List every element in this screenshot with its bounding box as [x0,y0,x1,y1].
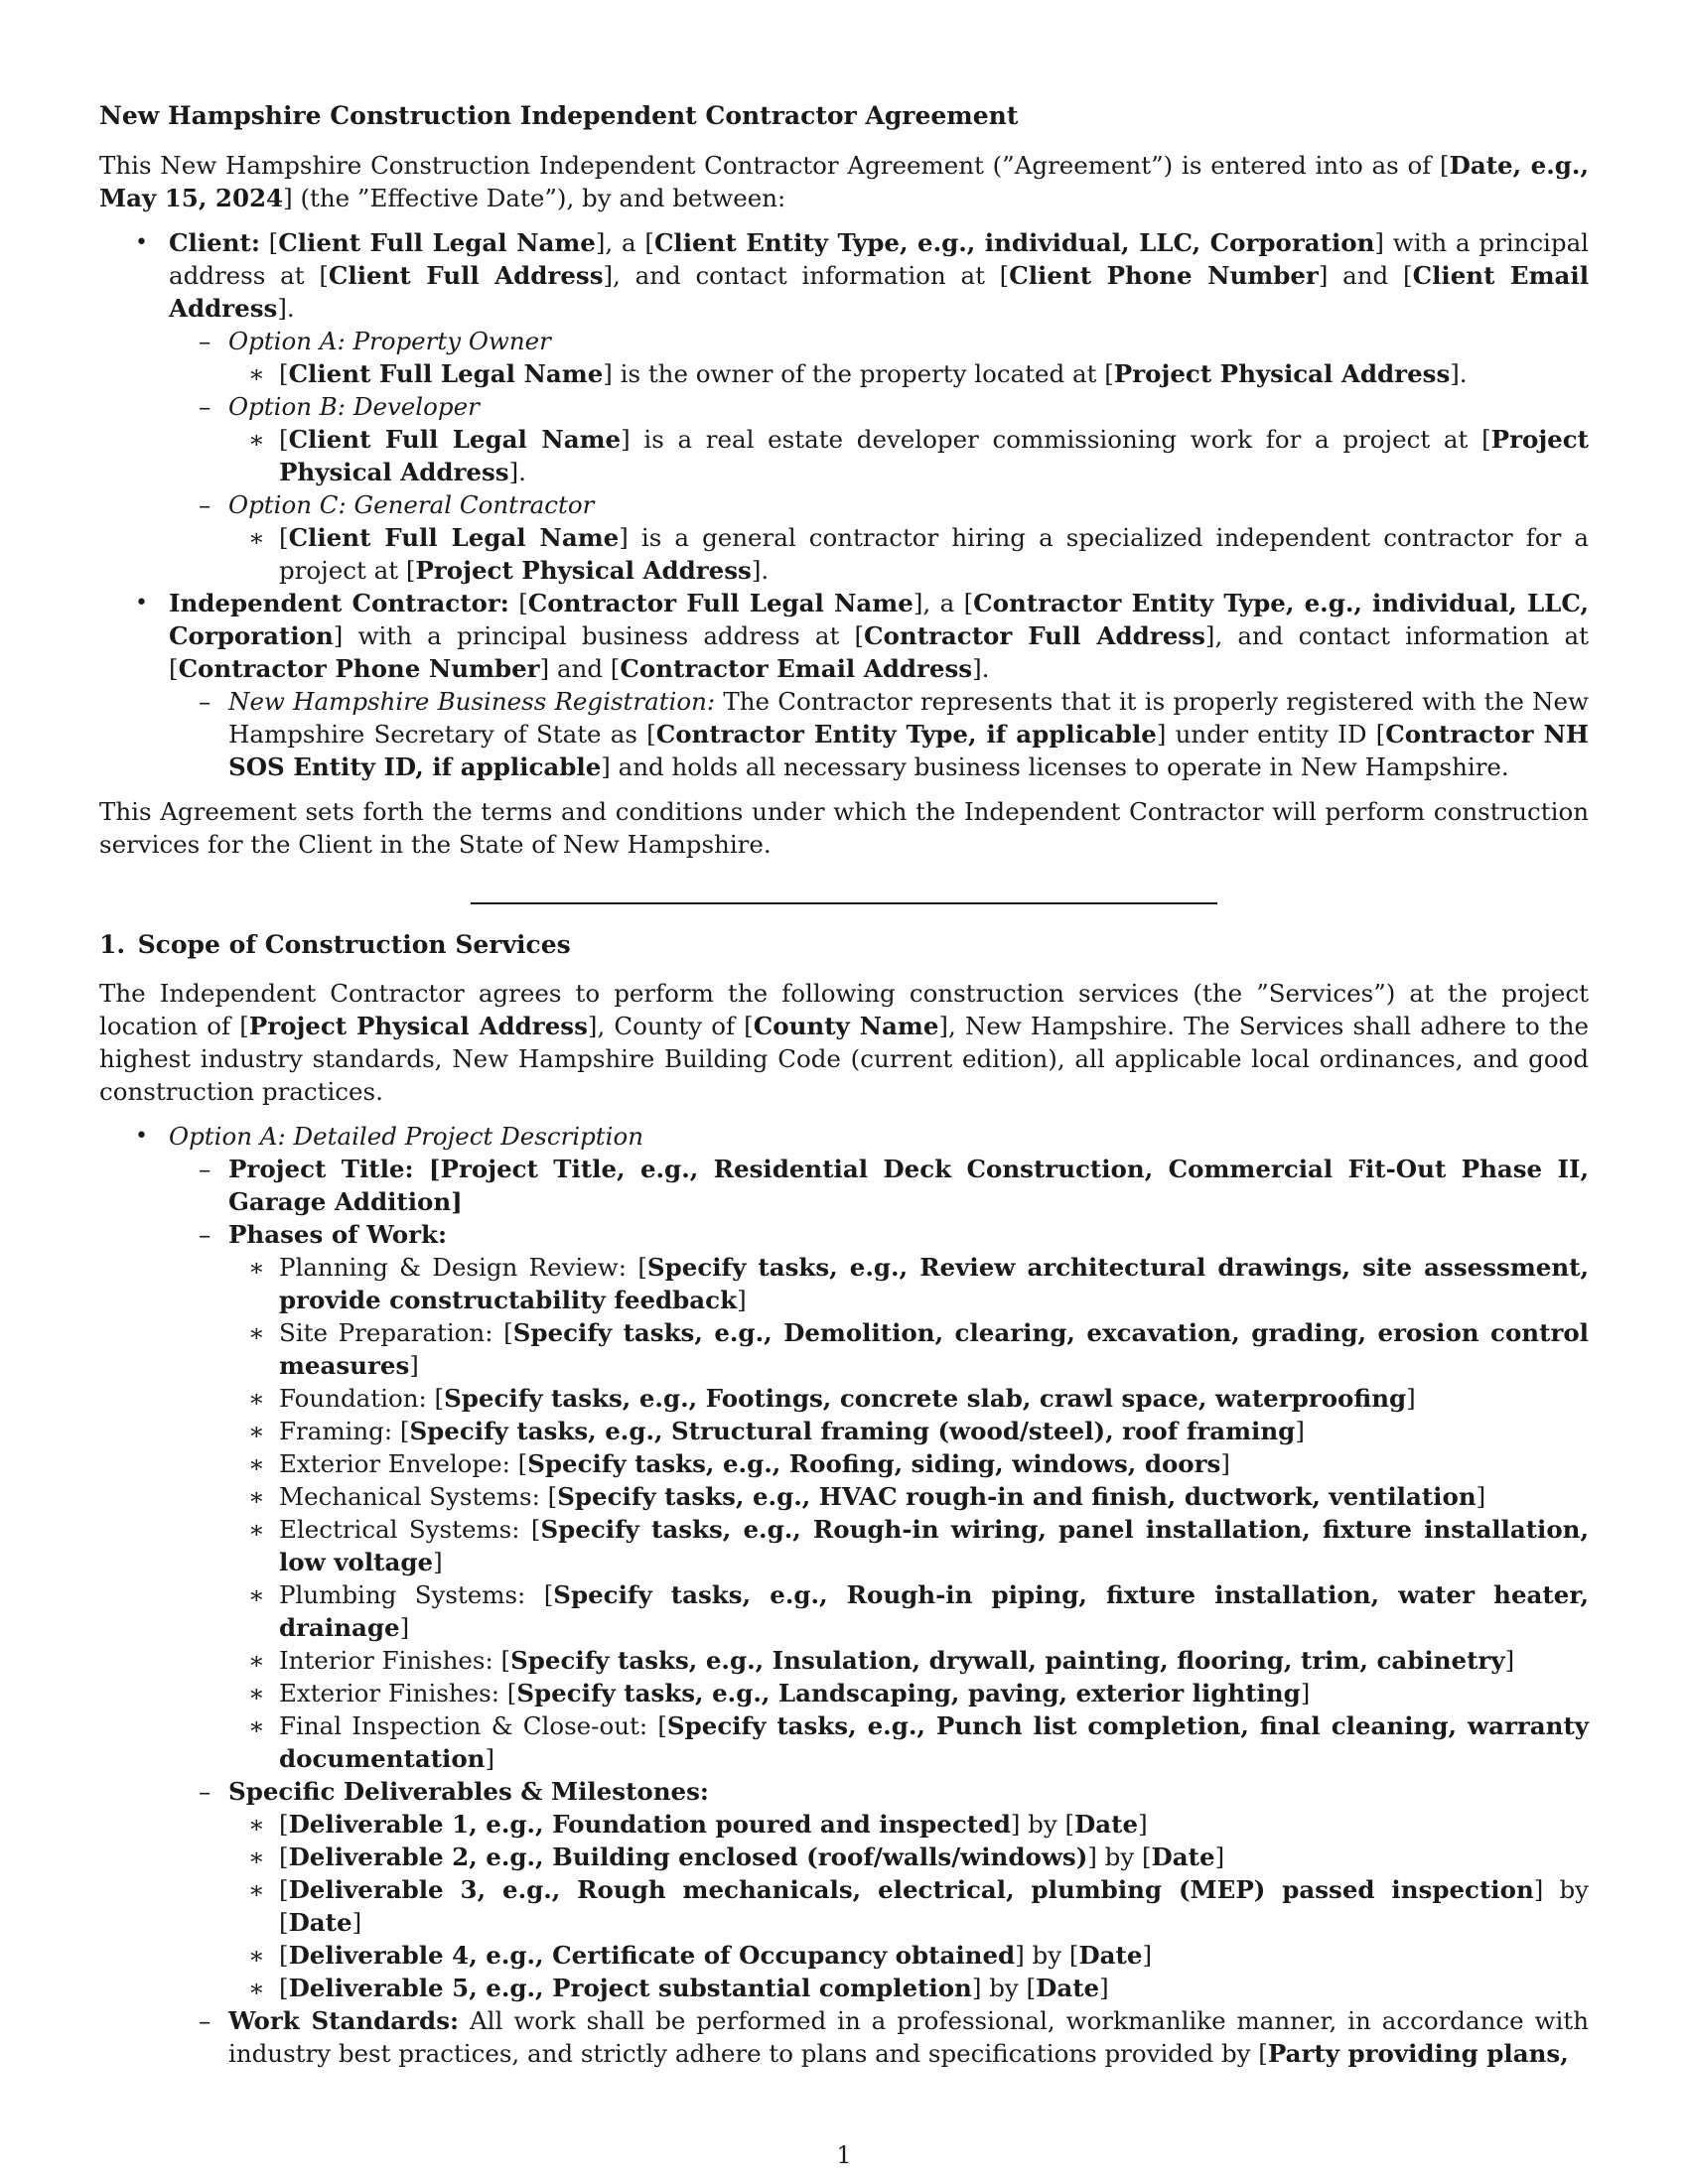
text-run: [ [279,1875,289,1904]
bold-text: Deliverable 5, e.g., Project substantial completion [288,1974,972,2002]
text-run: ], New Hampshire. The Services shall adhere to the highest industry standards, New Hampshire Building Code (current edition), all applicable local ordinances, and good construction practices. [99,1012,1589,1106]
text-run: Final Inspection & Close-out: [ [279,1711,667,1740]
text-run: ] by [ [971,1974,1037,2002]
text-run: ] [409,1351,419,1380]
bold-text: Specify tasks, e.g., Rough-in wiring, panel installation, fixture installation, low voltage [279,1515,1590,1576]
sub-list [169,1153,1589,2070]
text-run: ] [399,1613,410,1642]
text-run: ] by [ [1015,1941,1079,1970]
text-run: ] (the ”Effective Date”), by and between: [283,184,786,212]
document-page [99,99,1589,2070]
bold-text: Contractor Full Address [864,621,1205,650]
list-item [228,1644,1589,1677]
bold-text: Date [1036,1974,1100,2002]
bold-text: Client: [169,228,260,257]
text-run: ]. [1450,359,1468,388]
list-item [228,1447,1589,1480]
text-run: ], and contact information at [ [169,621,1589,683]
list-item [228,1382,1589,1415]
bold-text: Specify tasks, e.g., Footings, concrete slab, crawl space, waterproofing [444,1384,1407,1413]
bold-text: [Project Title, e.g., Residential Deck Construction, Commercial Fit-Out Phase II, Garage Addition] [228,1155,1589,1216]
text-run: The Contractor represents that it is properly registered with the New Hampshire Secretary of State as [ [228,687,1589,749]
list-item [228,1316,1589,1382]
list-item [228,1709,1589,1775]
text-run: ] by [ [1087,1843,1152,1871]
list-item [228,1808,1589,1841]
text-run: ], and contact information at [ [603,261,1010,290]
list-item [228,1578,1589,1644]
text-run: ] [485,1744,495,1773]
bold-text: Deliverable 2, e.g., Building enclosed (roof/walls/windows) [288,1843,1088,1871]
italic-text: Option A: Property Owner [228,327,551,355]
list-item [228,1873,1589,1939]
text-run: ], a [ [595,228,654,257]
list-item [169,685,1589,783]
bold-text: Project Physical Address [1113,359,1451,388]
list-item [169,1775,1589,2004]
list-item [169,488,1589,587]
text-run: ] [1099,1974,1109,2002]
list-item [99,226,1589,587]
bold-text: Project Physical Address [415,556,752,585]
list-item [228,1251,1589,1316]
text-run: Planning & Design Review: [ [279,1253,647,1282]
bold-text: Date [288,1908,352,1937]
text-run: ] is the owner of the property located at [ [603,359,1114,388]
text-run: ] [1406,1384,1416,1413]
list-item [99,587,1589,783]
italic-text: Option B: Developer [228,392,480,421]
list-item [228,357,1589,390]
text-run: ] by [ [279,1875,1589,1937]
list-item [228,521,1589,587]
section-divider [471,902,1217,904]
text-run: ]. [277,294,295,323]
bold-text: Client Full Legal Name [288,425,622,454]
text-run: ]. [972,654,990,683]
list-item [228,1939,1589,1972]
list-item [228,1480,1589,1513]
bold-text: Deliverable 1, e.g., Foundation poured and inspected [288,1810,1011,1839]
text-run: ] [1214,1843,1225,1871]
list-item [169,325,1589,390]
bold-text: Specify tasks, e.g., HVAC rough-in and finish, ductwork, ventilation [557,1482,1477,1511]
text-run: [ [279,1843,289,1871]
text-run: ] [1300,1679,1311,1707]
text-run: Framing: [ [279,1417,410,1445]
list-item [228,423,1589,488]
bold-text: Client Phone Number [1009,261,1319,290]
text-run: [ [279,1974,289,2002]
text-run: ] is a real estate developer commissioning work for a project at [ [621,425,1491,454]
text-run: ] [1138,1810,1148,1839]
text-run: ] [1220,1449,1230,1478]
text-run: Plumbing Systems: [ [279,1580,554,1609]
bold-text: Phases of Work: [228,1220,448,1249]
bold-text: Deliverable 4, e.g., Certificate of Occupancy obtained [288,1941,1016,1970]
list-item [99,1120,1589,2070]
list-item [169,390,1589,488]
text-run: Mechanical Systems: [ [279,1482,558,1511]
bold-text: Client Full Legal Name [288,523,620,552]
bold-text: Independent Contractor: [169,589,509,617]
bold-text: Specify tasks, e.g., Roofing, siding, windows, doors [527,1449,1221,1478]
bold-text: Client Full Legal Name [278,228,596,257]
text-run: This New Hampshire Construction Independent Contractor Agreement (”Agreement”) is entered into as of [ [99,151,1450,180]
bold-text: Contractor NH SOS Entity ID, if applicable [228,720,1589,781]
text-run: [ [508,589,528,617]
text-run: ] and [ [1318,261,1413,290]
bold-text: Project Title: [228,1155,414,1183]
text-run: Exterior Finishes: [ [279,1679,517,1707]
sub-list [228,1251,1589,1775]
bold-text: Client Full Legal Name [288,359,604,388]
bold-text: Contractor Full Legal Name [527,589,914,617]
text-run: ] [1295,1417,1305,1445]
list-item [228,1415,1589,1447]
text-run: ] [737,1286,747,1314]
text-run: [ [279,1810,289,1839]
bold-text: Client Entity Type, e.g., individual, LLC, Corporation [653,228,1375,257]
text-run: Exterior Envelope: [ [279,1449,528,1478]
sub-list [228,357,1589,390]
bold-text: Contractor Entity Type, e.g., individual, LLC, Corporation [169,589,1590,650]
section-heading: 1. Scope of Construction Services [99,930,571,959]
bold-text: Client Full Address [328,261,604,290]
text-run: ] and [ [539,654,621,683]
text-run: [ [279,359,289,388]
text-run: Interior Finishes: [ [279,1646,511,1675]
text-run: ] [1476,1482,1486,1511]
bold-text: Contractor Phone Number [178,654,540,683]
bold-text: County Name [753,1012,939,1040]
list-item [228,1677,1589,1709]
text-run: Electrical Systems: [ [279,1515,541,1544]
text-run: ] [1504,1646,1515,1675]
text-run: ] [352,1908,362,1937]
sub-list [228,1808,1589,2004]
sub-list [169,685,1589,783]
text-run: ] [1142,1941,1152,1970]
bold-text: Contractor Email Address [620,654,973,683]
italic-text: Option A: Detailed Project Description [169,1122,644,1151]
bold-text: Specify tasks, e.g., Review architectural drawings, site assessment, provide constructability feedback [279,1253,1589,1314]
text-run: ], a [ [913,589,974,617]
text-run: ] [433,1548,443,1576]
bold-text: Deliverable 3, e.g., Rough mechanicals, electrical, plumbing (MEP) passed inspection [288,1875,1534,1904]
bold-text: Client Email Address [169,261,1590,323]
list-item [228,1513,1589,1578]
bold-text: Specific Deliverables & Milestones: [228,1777,709,1806]
bold-text: Specify tasks, e.g., Punch list completion, final cleaning, warranty documentation [279,1711,1590,1773]
bold-text: Specify tasks, e.g., Structural framing (wood/steel), roof framing [409,1417,1296,1445]
italic-text: New Hampshire Business Registration: [228,687,716,716]
scope-list [99,1120,1589,2070]
text-run: ] and holds all necessary business licenses to operate in New Hampshire. [601,752,1509,781]
text-run: [ [279,1941,289,1970]
bold-text: Project Physical Address [248,1012,588,1040]
bold-text: Specify tasks, e.g., Landscaping, paving, exterior lighting [516,1679,1301,1707]
list-item [228,1841,1589,1873]
text-run: Site Preparation: [ [279,1318,513,1347]
list-item [169,1153,1589,1218]
text-run: ] is a general contractor hiring a specialized independent contractor for a project at [ [279,523,1589,585]
text-run: [ [279,523,289,552]
bold-text: Date [1074,1810,1139,1839]
text-run: ]. [508,458,526,486]
text-run: The Independent Contractor agrees to perform the following construction services (the ”Services”) at the project location of [ [99,979,1589,1040]
document-title: New Hampshire Construction Independent Contractor Agreement [99,101,1019,130]
bold-text: Date [1151,1843,1215,1871]
text-run: [ [259,228,279,257]
section-intro-paragraph [99,977,1589,1108]
closing-paragraph: This Agreement sets forth the terms and conditions under which the Independent Contractor will perform construction services for the Client in the State of New Hampshire. [99,797,1589,859]
text-run: Foundation: [ [279,1384,445,1413]
list-item [169,2004,1589,2070]
text-run: ] by [ [1010,1810,1075,1839]
italic-text: Option C: General Contractor [228,490,595,519]
sub-list [228,423,1589,488]
page-number: 1 [836,2141,852,2169]
list-item [169,1218,1589,1775]
list-item [228,1972,1589,2004]
text-run: [ [279,425,289,454]
bold-text: Date [1078,1941,1143,1970]
parties-list [99,226,1589,783]
bold-text: Specify tasks, e.g., Rough-in piping, fixture installation, water heater, drainage [279,1580,1589,1642]
bold-text: Project Physical Address [279,425,1589,486]
bold-text: Work Standards: [228,2006,460,2035]
text-run: ]. [751,556,770,585]
text-run: ] with a principal address at [ [169,228,1590,290]
text-run: ], County of [ [587,1012,754,1040]
bold-text: Date, e.g., May 15, 2024 [99,151,1589,212]
bold-text: Party providing plans, [1267,2039,1569,2068]
sub-list [169,325,1589,587]
text-run: ] under entity ID [ [1156,720,1386,749]
bold-text: Specify tasks, e.g., Demolition, clearing, excavation, grading, erosion control measures [279,1318,1589,1380]
bold-text: Contractor Entity Type, if applicable [655,720,1157,749]
bold-text: Specify tasks, e.g., Insulation, drywall, painting, flooring, trim, cabinetry [510,1646,1505,1675]
sub-list [228,521,1589,587]
text-run: ] with a principal business address at [ [333,621,865,650]
text-run: All work shall be performed in a professional, workmanlike manner, in accordance with industry best practices, and strictly adhere to plans and specifications provided by [ [228,2006,1589,2068]
intro-paragraph [99,149,1589,214]
